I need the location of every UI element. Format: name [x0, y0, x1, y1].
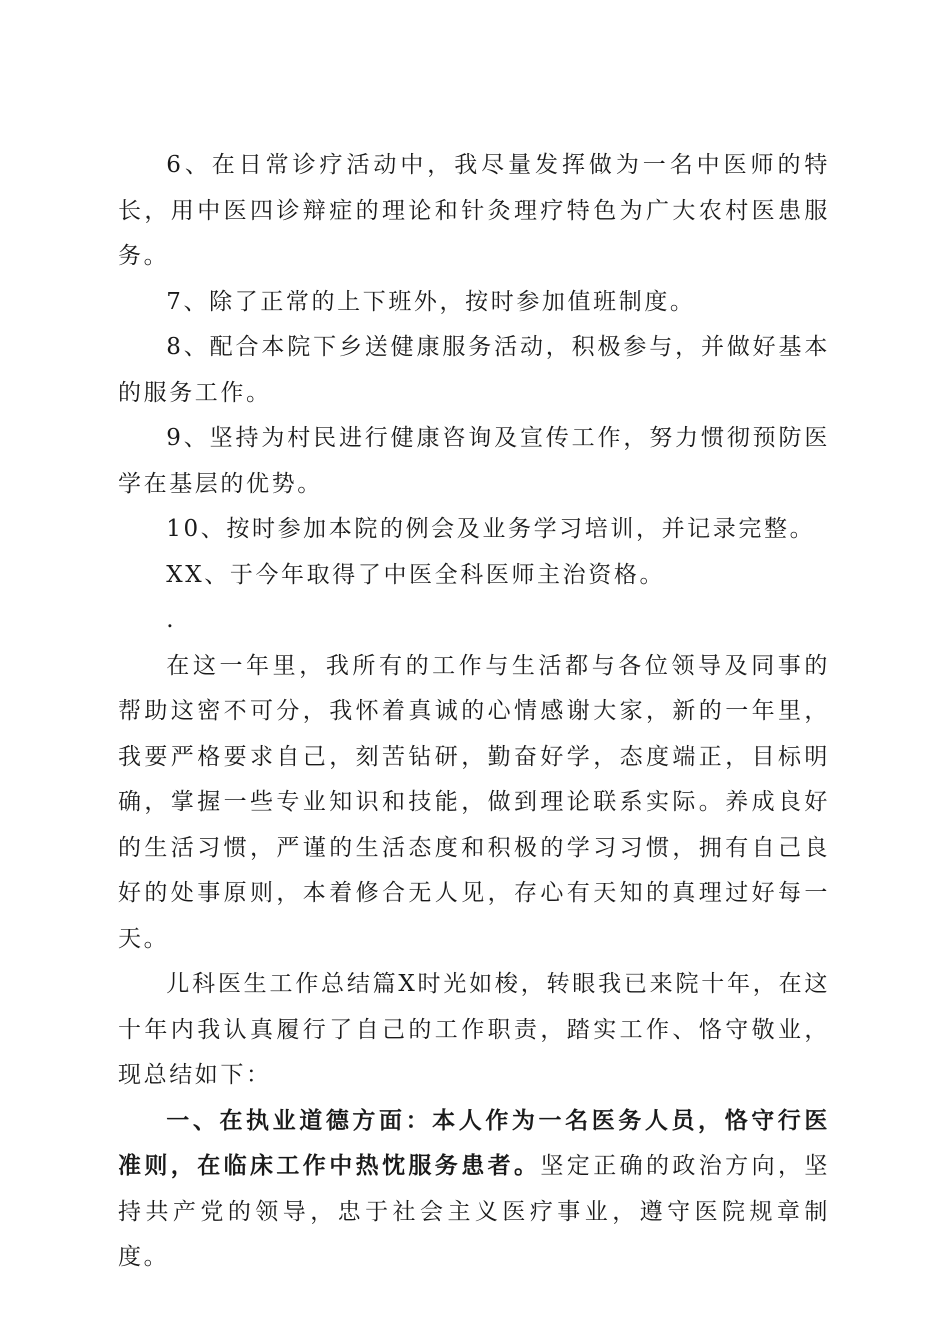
paragraph-item-6: 6、在日常诊疗活动中，我尽量发挥做为一名中医师的特长，用中医四诊辩症的理论和针灸理疗特色为广大农村医患服务。 [118, 152, 830, 269]
ethics-heading: 一、在执业道德方面：本人作为一名医务人员，恪守行医准则，在临床工作中热忱服务患者。 [118, 1107, 830, 1179]
paragraph-item-xx: XX、于今年取得了中医全科医师主治资格。 [166, 561, 666, 588]
paragraph-item-7: 7、除了正常的上下班外，按时参加值班制度。 [166, 288, 696, 315]
paragraph-item-10: 10、按时参加本院的例会及业务学习培训，并记录完整。 [166, 516, 816, 542]
document-body [118, 143, 830, 1281]
paragraph-dot: . [166, 607, 177, 633]
ethics-body: 坚定正确的政治方向，坚持共产党的领导，忠于社会主义医疗事业，遵守医院规章制度。 [118, 1153, 830, 1270]
paragraph-ethics [118, 1099, 830, 1281]
paragraph-item-8: 8、配合本院下乡送健康服务活动，积极参与，并做好基本的服务工作。 [118, 334, 830, 406]
paragraph-item-9: 9、坚持为村民进行健康咨询及宣传工作，努力惯彻预防医学在基层的优势。 [118, 425, 830, 497]
paragraph-pediatric-intro: 儿科医生工作总结篇X时光如梭，转眼我已来院十年，在这十年内我认真履行了自己的工作职责，踏实工作、恪守敬业，现总结如下： [118, 971, 830, 1088]
paragraph-thanks: 在这一年里，我所有的工作与生活都与各位领导及同事的帮助这密不可分，我怀着真诚的心情感谢大家，新的一年里，我要严格要求自己，刻苦钻研，勤奋好学，态度端正，目标明确，掌握一些专业知识和技能，做到理论联系实际。养成良好的生活习惯，严谨的生活态度和积极的学习习惯，拥有自己良好的处事原则，本着修合无人见，存心有天知的真理过好每一天。 [118, 652, 830, 952]
